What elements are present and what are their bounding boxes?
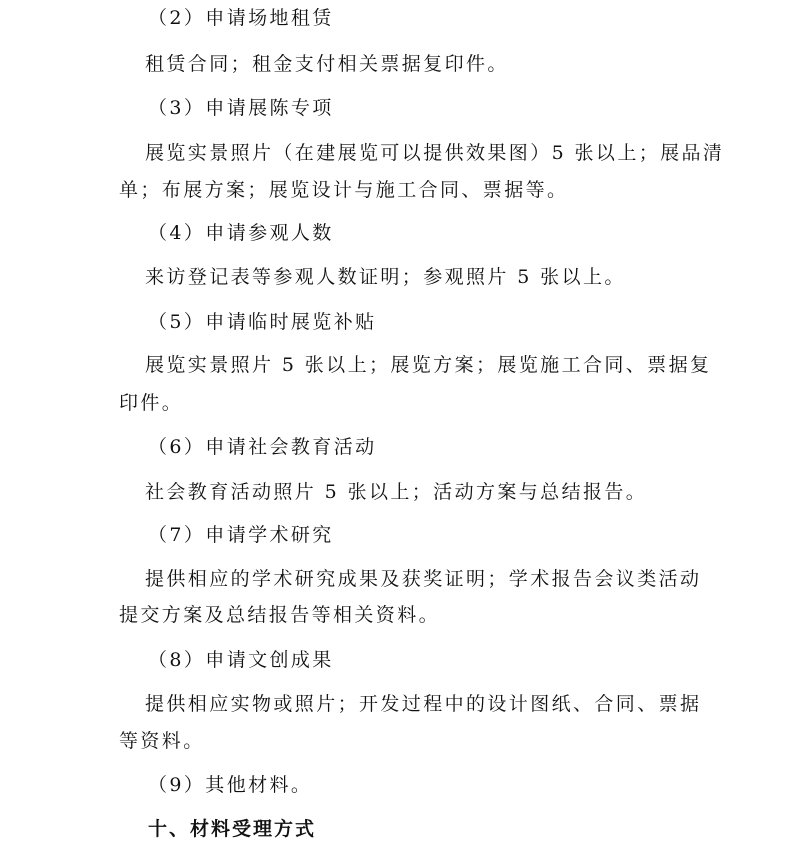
item-heading-7: （7）申请学术研究 xyxy=(148,524,334,546)
item-heading-3: （3）申请展陈专项 xyxy=(148,97,334,119)
item-text-2-line-1: 租赁合同；租金支付相关票据复印件。 xyxy=(145,53,509,75)
item-text-3-line-2: 单；布展方案；展览设计与施工合同、票据等。 xyxy=(119,179,569,201)
item-text-6-line-1: 社会教育活动照片 5 张以上；活动方案与总结报告。 xyxy=(145,481,648,503)
item-heading-4: （4）申请参观人数 xyxy=(148,222,334,244)
item-heading-9: （9）其他材料。 xyxy=(148,774,313,796)
item-heading-5: （5）申请临时展览补贴 xyxy=(148,311,377,333)
item-text-7-line-2: 提交方案及总结报告等相关资料。 xyxy=(119,604,441,626)
item-text-5-line-1: 展览实景照片 5 张以上；展览方案；展览施工合同、票据复 xyxy=(145,354,712,376)
section-title: 十、材料受理方式 xyxy=(148,818,317,840)
item-text-5-line-2: 印件。 xyxy=(119,392,184,414)
item-heading-2: （2）申请场地租赁 xyxy=(148,7,334,29)
item-text-4-line-1: 来访登记表等参观人数证明；参观照片 5 张以上。 xyxy=(145,266,626,288)
item-heading-8: （8）申请文创成果 xyxy=(148,649,334,671)
item-text-8-line-1: 提供相应实物或照片；开发过程中的设计图纸、合同、票据 xyxy=(145,693,702,715)
item-text-7-line-1: 提供相应的学术研究成果及获奖证明；学术报告会议类活动 xyxy=(145,568,702,590)
item-heading-6: （6）申请社会教育活动 xyxy=(148,436,377,458)
item-text-8-line-2: 等资料。 xyxy=(119,730,205,752)
item-text-3-line-1: 展览实景照片（在建展览可以提供效果图）5 张以上；展品清 xyxy=(145,142,725,164)
